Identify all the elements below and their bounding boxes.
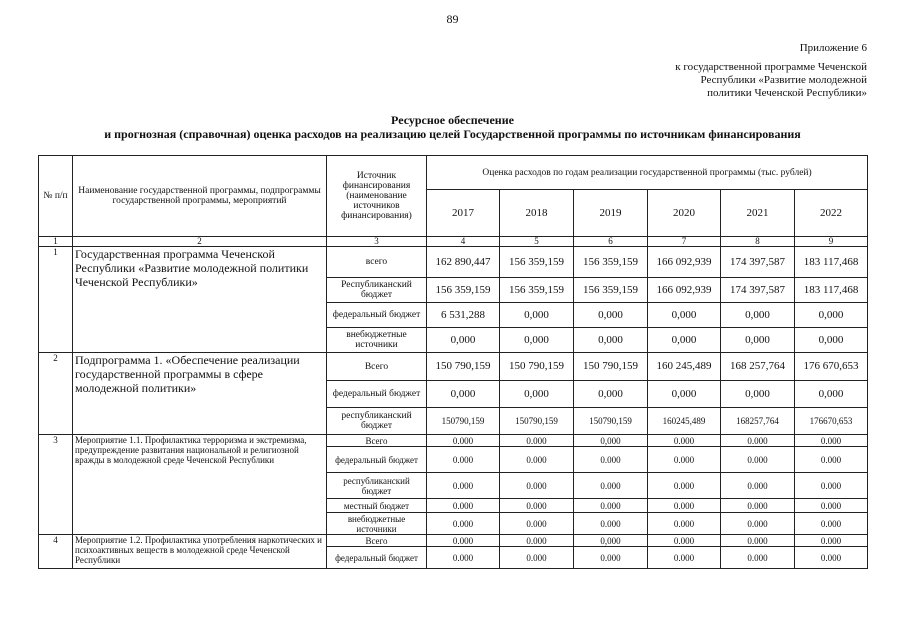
year-value: 0.000 [721,547,795,569]
year-value: 156 359,159 [574,247,648,278]
year-value: 0.000 [427,435,500,447]
year-value: 156 359,159 [500,247,574,278]
year-value: 0,000 [721,303,795,328]
funding-source: федеральный бюджет [327,303,427,328]
column-number: 1 [39,237,73,247]
program-name: Подпрограмма 1. «Обеспечение реализации государственной программы в сфере молодежной политики» [73,353,327,435]
header-source: Источник финансирования (наименование источников финансирования) [327,156,427,237]
document-title-line: и прогнозная (справочная) оценка расходов на реализацию целей Государственной программы по источникам финансирования [104,127,801,141]
funding-source: Республиканский бюджет [327,278,427,303]
year-value: 156 359,159 [574,278,648,303]
year-value: 0.000 [795,499,868,513]
column-number: 4 [427,237,500,247]
funding-source: Всего [327,435,427,447]
year-value: 160245,489 [648,408,721,435]
year-value: 0.000 [574,447,648,473]
funding-source: внебюджетные источники [327,328,427,353]
program-name: Мероприятие 1.1. Профилактика терроризма и экстремизма, предупреждение развитания национальной и религиозной вражды в молодежной среде Чеченской Республики [73,435,327,535]
document-title-line: Ресурсное обеспечение [391,113,514,127]
year-value: 0.000 [500,535,574,547]
year-value: 0.000 [721,435,795,447]
header-year: 2018 [500,190,574,237]
year-value: 0.000 [500,447,574,473]
year-value: 0,000 [574,381,648,408]
header-year: 2022 [795,190,868,237]
column-number: 5 [500,237,574,247]
column-number: 9 [795,237,868,247]
year-value: 0.000 [795,447,868,473]
year-value: 0.000 [795,473,868,499]
year-value: 0.000 [648,447,721,473]
funding-source: республиканский бюджет [327,408,427,435]
year-value: 0.000 [500,499,574,513]
year-value: 0.000 [427,499,500,513]
year-value: 0.000 [648,435,721,447]
year-value: 0.000 [427,473,500,499]
year-value: 0,000 [795,328,868,353]
year-value: 150 790,159 [427,353,500,381]
year-value: 156 359,159 [500,278,574,303]
funding-source: республиканский бюджет [327,473,427,499]
year-value: 0,000 [574,535,648,547]
funding-source: Всего [327,535,427,547]
header-year: 2020 [648,190,721,237]
row-number: 2 [39,353,73,435]
document-title [0,113,905,141]
year-value: 174 397,587 [721,278,795,303]
year-value: 0.000 [795,547,868,569]
funding-source: внебюджетные источники [327,513,427,535]
year-value: 0.000 [574,473,648,499]
year-value: 0.000 [648,499,721,513]
year-value: 0.000 [500,547,574,569]
year-value: 0,000 [795,303,868,328]
year-value: 0,000 [648,381,721,408]
year-value: 0,000 [721,381,795,408]
funding-source: федеральный бюджет [327,547,427,569]
column-number: 2 [73,237,327,247]
year-value: 0.000 [648,535,721,547]
year-value: 0.000 [648,473,721,499]
column-number: 7 [648,237,721,247]
program-name: Государственная программа Чеченской Республики «Развитие молодежной политики Чеченской Республики» [73,247,327,353]
column-number: 3 [327,237,427,247]
year-value: 0,000 [721,328,795,353]
column-number: 8 [721,237,795,247]
year-value: 183 117,468 [795,247,868,278]
funding-source: федеральный бюджет [327,381,427,408]
year-value: 150790,159 [500,408,574,435]
year-value: 0.000 [721,499,795,513]
year-value: 0.000 [574,513,648,535]
year-value: 0.000 [500,435,574,447]
year-value: 0,000 [574,435,648,447]
funding-source: всего [327,247,427,278]
year-value: 150790,159 [574,408,648,435]
year-value: 183 117,468 [795,278,868,303]
year-value: 150 790,159 [500,353,574,381]
year-value: 0,000 [574,328,648,353]
program-name: Мероприятие 1.2. Профилактика употребления наркотических и психоактивных веществ в молодежной среде Чеченской Республики [73,535,327,569]
header-estimate: Оценка расходов по годам реализации государственной программы (тыс. рублей) [427,156,868,190]
appendix-line: к государственной программе Чеченской [675,61,867,73]
year-value: 168 257,764 [721,353,795,381]
year-value: 166 092,939 [648,278,721,303]
year-value: 150 790,159 [574,353,648,381]
budget-table [38,155,868,569]
year-value: 166 092,939 [648,247,721,278]
funding-source: местный бюджет [327,499,427,513]
year-value: 0.000 [721,513,795,535]
appendix-line: Республики «Развитие молодежной [700,74,867,86]
year-value: 0.000 [721,447,795,473]
year-value: 0.000 [427,535,500,547]
year-value: 150790,159 [427,408,500,435]
year-value: 0,000 [500,381,574,408]
year-value: 168257,764 [721,408,795,435]
year-value: 6 531,288 [427,303,500,328]
appendix-block [675,42,867,100]
column-number: 6 [574,237,648,247]
table-header-row [39,156,868,190]
row-number: 3 [39,435,73,535]
year-value: 0.000 [427,447,500,473]
column-number-row [39,237,868,247]
table-row [39,535,868,547]
page-number: 89 [446,12,459,26]
row-number: 1 [39,247,73,353]
funding-source: федеральный бюджет [327,447,427,473]
header-year: 2019 [574,190,648,237]
header-name: Наименование государственной программы, подпрограммы государственной программы, мероприятий [73,156,327,237]
year-value: 174 397,587 [721,247,795,278]
year-value: 0.000 [500,513,574,535]
year-value: 162 890,447 [427,247,500,278]
funding-source: Всего [327,353,427,381]
year-value: 0,000 [574,303,648,328]
year-value: 160 245,489 [648,353,721,381]
year-value: 0.000 [648,513,721,535]
year-value: 0.000 [574,547,648,569]
table-row [39,247,868,278]
year-value: 0.000 [574,499,648,513]
year-value: 0,000 [648,303,721,328]
year-value: 0,000 [500,328,574,353]
year-value: 0.000 [721,473,795,499]
year-value: 0.000 [795,435,868,447]
year-value: 0,000 [500,303,574,328]
year-value: 0.000 [795,535,868,547]
year-value: 156 359,159 [427,278,500,303]
header-year: 2017 [427,190,500,237]
year-value: 0.000 [795,513,868,535]
row-number: 4 [39,535,73,569]
header-number: № п/п [39,156,73,237]
year-value: 0.000 [721,535,795,547]
year-value: 176670,653 [795,408,868,435]
year-value: 0,000 [795,381,868,408]
table-row [39,435,868,447]
budget-table-body [39,247,868,569]
year-value: 0.000 [427,513,500,535]
year-value: 0,000 [427,328,500,353]
header-year: 2021 [721,190,795,237]
year-value: 0,000 [427,381,500,408]
table-row [39,353,868,381]
year-value: 0.000 [648,547,721,569]
year-value: 0.000 [427,547,500,569]
year-value: 176 670,653 [795,353,868,381]
year-value: 0,000 [648,328,721,353]
appendix-title: Приложение 6 [799,42,867,54]
year-value: 0.000 [500,473,574,499]
appendix-line: политики Чеченской Республики» [707,87,867,99]
